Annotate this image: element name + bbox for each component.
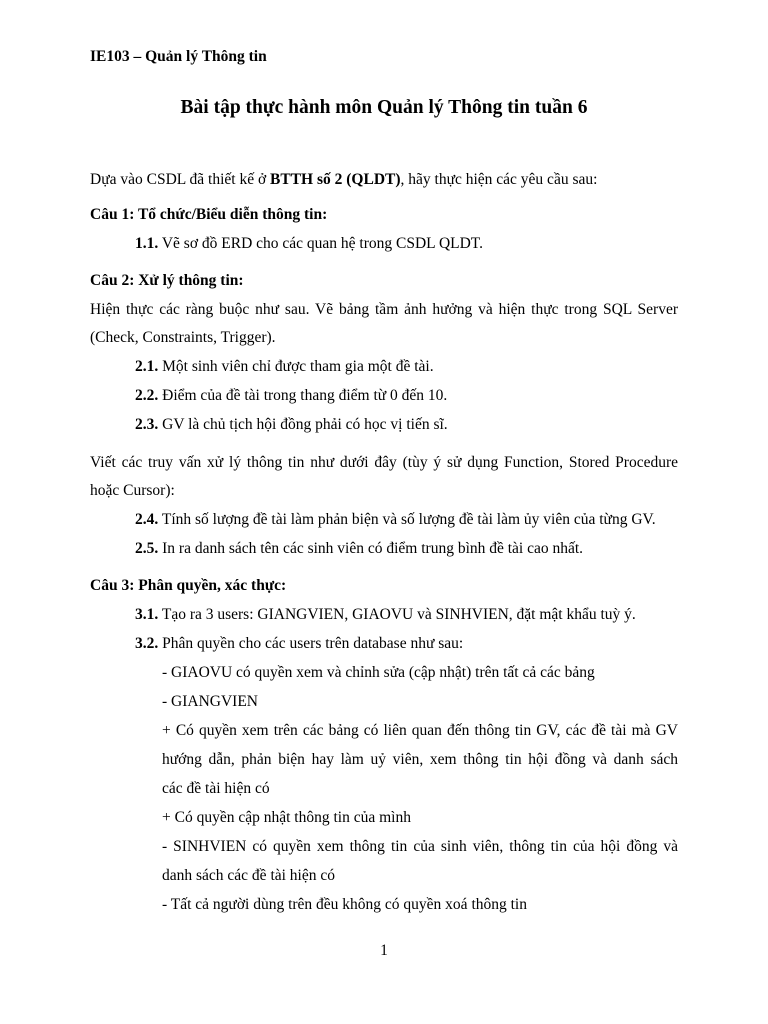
item-2-3: [135, 416, 448, 435]
q2-paragraph-2-line-1: Viết các truy vấn xử lý thông tin như dưới đây (tùy ý sử dụng Function, Stored Procedure: [90, 454, 678, 471]
permission-line: - GIANGVIEN: [162, 693, 258, 710]
item-text: GV là chủ tịch hội đồng phải có học vị tiến sĩ.: [158, 416, 448, 433]
intro-text-bold: BTTH số 2 (QLDT): [270, 171, 401, 188]
page-title: Bài tập thực hành môn Quản lý Thông tin tuần 6: [180, 97, 588, 118]
item-text: In ra danh sách tên các sinh viên có điểm trung bình đề tài cao nhất.: [158, 540, 584, 557]
course-code: IE103 – Quản lý Thông tin: [90, 48, 267, 65]
item-2-4: [135, 511, 656, 530]
intro-text-pre: Dựa vào CSDL đã thiết kế ở: [90, 171, 271, 188]
item-1-1: [135, 235, 483, 254]
q2-paragraph-2-line-2: hoặc Cursor):: [90, 482, 175, 499]
item-number: 3.1.: [135, 606, 159, 623]
q2-paragraph-1-line-2: (Check, Constraints, Trigger).: [90, 329, 276, 346]
permission-line: - GIAOVU có quyền xem và chỉnh sửa (cập nhật) trên tất cả các bảng: [162, 664, 595, 681]
permission-line: các đề tài hiện có: [162, 780, 270, 797]
question-2-heading: Câu 2: Xử lý thông tin:: [90, 272, 244, 289]
item-text: Điểm của đề tài trong thang điểm từ 0 đến 10.: [158, 387, 448, 404]
item-text: Phân quyền cho các users trên database như sau:: [158, 635, 464, 652]
permission-line: hướng dẫn, phản biện hay làm uỷ viên, xem thông tin hội đồng và danh sách: [162, 751, 678, 768]
intro-text-post: , hãy thực hiện các yêu cầu sau:: [400, 171, 598, 188]
item-2-2: [135, 387, 447, 406]
item-2-5: [135, 540, 583, 559]
item-number: 2.4.: [135, 511, 159, 528]
item-text: Tạo ra 3 users: GIANGVIEN, GIAOVU và SINHVIEN, đặt mật khẩu tuỳ ý.: [158, 606, 636, 623]
item-3-2: [135, 635, 463, 654]
item-number: 2.3.: [135, 416, 159, 433]
item-number: 3.2.: [135, 635, 159, 652]
permission-line: - SINHVIEN có quyền xem thông tin của sinh viên, thông tin của hội đồng và: [162, 838, 678, 855]
item-2-1: [135, 358, 434, 377]
intro-paragraph: [90, 171, 597, 190]
page-number: 1: [380, 942, 388, 959]
item-number: 2.5.: [135, 540, 159, 557]
permission-line: + Có quyền xem trên các bảng có liên quan đến thông tin GV, các đề tài mà GV: [162, 722, 678, 739]
permission-line: + Có quyền cập nhật thông tin của mình: [162, 809, 411, 826]
permission-line: danh sách các đề tài hiện có: [162, 867, 335, 884]
item-number: 1.1.: [135, 235, 159, 252]
item-number: 2.1.: [135, 358, 159, 375]
item-text: Một sinh viên chỉ được tham gia một đề tài.: [158, 358, 434, 375]
permission-line: - Tất cả người dùng trên đều không có quyền xoá thông tin: [162, 896, 527, 913]
question-1-heading: Câu 1: Tổ chức/Biểu diễn thông tin:: [90, 206, 328, 223]
item-number: 2.2.: [135, 387, 159, 404]
item-3-1: [135, 606, 636, 625]
question-3-heading: Câu 3: Phân quyền, xác thực:: [90, 577, 287, 594]
q2-paragraph-1-line-1: Hiện thực các ràng buộc như sau. Vẽ bảng tầm ảnh hưởng và hiện thực trong SQL Server: [90, 301, 678, 318]
item-text: Tính số lượng đề tài làm phản biện và số lượng đề tài làm ủy viên của từng GV.: [158, 511, 656, 528]
item-text: Vẽ sơ đồ ERD cho các quan hệ trong CSDL QLDT.: [158, 235, 483, 252]
